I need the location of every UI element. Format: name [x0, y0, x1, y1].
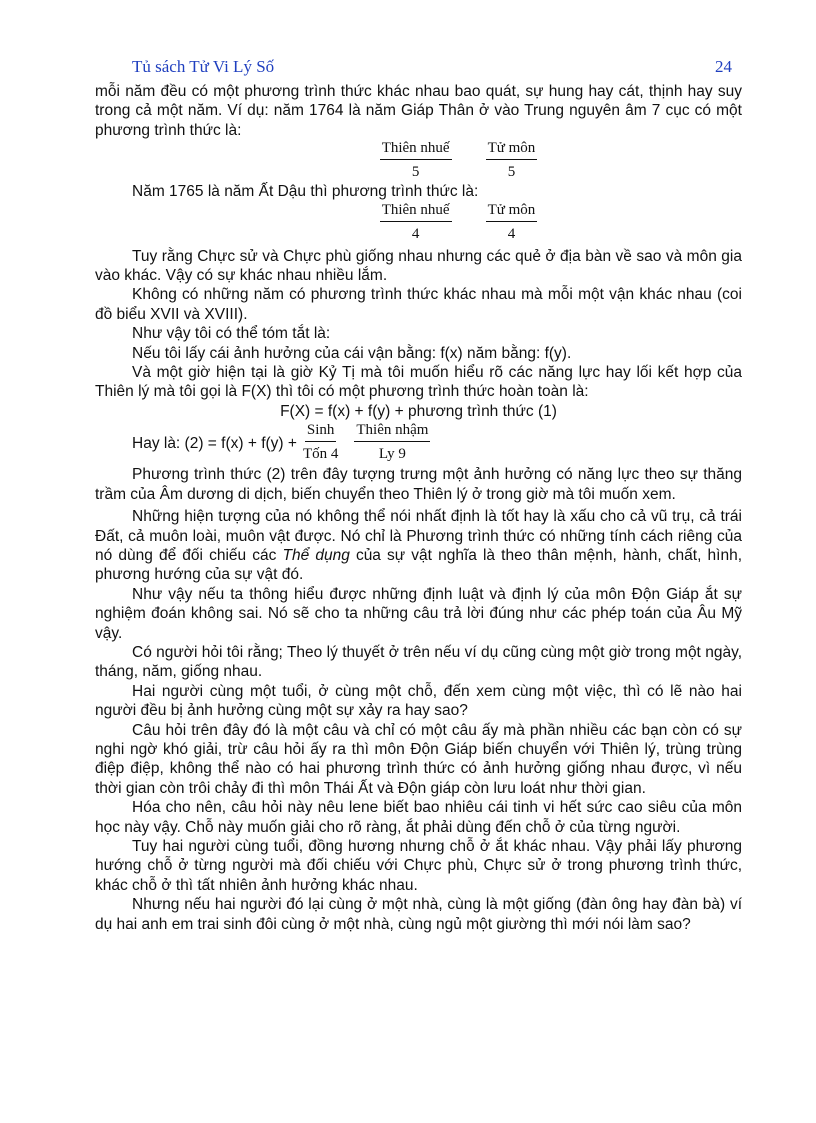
- fraction: [486, 202, 538, 244]
- fraction-denominator: 5: [507, 164, 516, 181]
- formula-2: [175, 202, 742, 244]
- paragraph: Câu hỏi trên đây đó là một câu và chỉ có một câu ấy mà phần nhiều các bạn còn có sự nghi ngờ khó giải, trừ câu hỏi ấy ra thì môn Độn Giáp biến chuyển với Thiên lý, trùng trùng điệp điệp, không thể nào có hai phương trình thức có ảnh hưởng giống nhau được, vì nếu thời gian còn trôi chảy đi thì môn Thái Ất và Độn giáp còn lưu loát như thời gian.: [95, 721, 742, 797]
- page-body: [95, 82, 742, 934]
- paragraph: Như vậy nếu ta thông hiểu được những định luật và định lý của môn Độn Giáp ắt sự nghiệm đoán không sai. Nó sẽ cho ta những câu trả lời đúng như các phép toán của Âu Mỹ vậy.: [95, 585, 742, 642]
- formula-1: [175, 140, 742, 182]
- paragraph-text: Những hiện tượng của nó không thể nói nhất định là tốt hay là xấu cho cả vũ trụ, cả trái Đất, cả muôn loài, muôn vật được. Nó chỉ là Phương trình thức có những tính cách riêng của nó dùng để đối chiếu các: [95, 508, 742, 564]
- page-number: 24: [715, 57, 732, 76]
- fraction: [380, 202, 452, 244]
- paragraph: Có người hỏi tôi rằng; Theo lý thuyết ở trên nếu ví dụ cũng cùng một giờ trong một ngày, tháng, năm, giống nhau.: [95, 643, 742, 681]
- fraction-denominator: 4: [507, 225, 516, 242]
- fraction: [380, 140, 452, 182]
- paragraph: mỗi năm đều có một phương trình thức khác nhau bao quát, sự hung hay cát, thịnh hay suy trong cả một năm. Ví dụ: năm 1764 là năm Giáp Thân ở vào Trung nguyên âm 7 cục có một phương trình thức là:: [95, 83, 742, 139]
- paragraph: [95, 507, 742, 585]
- fraction-denominator: 4: [411, 225, 420, 242]
- paragraph: Nhưng nếu hai người đó lại cùng ở một nhà, cùng là một giống (đàn ông hay đàn bà) ví dụ hai anh em trai sinh đôi cùng ở một nhà, cùng ngủ một giường thì mới nói làm sao?: [95, 896, 742, 933]
- paragraph: Hóa cho nên, câu hỏi này nêu lene biết bao nhiêu cái tinh vi hết sức cao siêu của môn học này vậy. Chỗ này muốn giải cho rõ ràng, ắt phải dùng đến chỗ ở của từng người.: [95, 799, 742, 836]
- equation-2: [132, 421, 742, 465]
- paragraph: Không có những năm có phương trình thức khác nhau mà mỗi một vận khác nhau (coi đồ biểu XVII và XVIII).: [95, 286, 742, 323]
- fraction-denominator: 5: [411, 164, 420, 181]
- fraction-numerator: Tử môn: [486, 140, 538, 160]
- paragraph: Và một giờ hiện tại là giờ Kỷ Tị mà tôi muốn hiểu rõ các năng lực hay lối kết hợp của Thiên lý mà tôi gọi là F(X) thì tôi có một phương trình thức hoàn toàn là:: [95, 364, 742, 401]
- paragraph: Phương trình thức (2) trên đây tượng trưng một ảnh hưởng có năng lực theo sự thăng trầm của Âm dương di dịch, biến chuyển theo Thiên lý ở trong giờ mà tôi muốn xem.: [95, 466, 742, 503]
- paragraph: Năm 1765 là năm Ất Dậu thì phương trình thức là:: [132, 183, 479, 201]
- fraction-numerator: Sinh: [305, 422, 337, 442]
- fraction-numerator: Thiên nhuế: [380, 202, 452, 222]
- paragraph: Nếu tôi lấy cái ảnh hưởng của cái vận bằng: f(x) năm bằng: f(y).: [132, 344, 572, 362]
- paragraph: Tuy rằng Chực sử và Chực phù giống nhau nhưng các quẻ ở địa bàn về sao và môn gia vào khác. Vậy có sự khác nhau nhiều lắm.: [95, 247, 742, 285]
- fraction: [486, 140, 538, 182]
- book-title: Tủ sách Tử Vi Lý Số: [132, 57, 275, 76]
- paragraph: Như vậy tôi có thể tóm tắt là:: [132, 325, 331, 343]
- paragraph: Hai người cùng một tuổi, ở cùng một chỗ, đến xem cùng một việc, thì có lẽ nào hai người đều bị ảnh hưởng cùng một sự xảy ra hay sao?: [95, 682, 742, 720]
- fraction-denominator: Tốn 4: [302, 446, 339, 463]
- emphasis-text: Thể dụng: [282, 546, 350, 564]
- fraction: [303, 422, 338, 464]
- fraction-numerator: Tử môn: [486, 202, 538, 222]
- paragraph-text: của sự vật nghĩa là theo thân mệnh, hành, chất, hình, phương hướng của sự vật đó.: [95, 546, 743, 584]
- fraction-denominator: Ly 9: [378, 446, 406, 463]
- equation-1: F(X) = f(x) + f(y) + phương trình thức (1): [280, 402, 557, 420]
- fraction-numerator: Thiên nhậm: [354, 422, 430, 442]
- equation-lead: Hay là: (2) = f(x) + f(y) +: [132, 434, 297, 452]
- page-header: [132, 57, 742, 81]
- fraction-numerator: Thiên nhuế: [380, 140, 452, 160]
- paragraph: Tuy hai người cùng tuổi, đồng hương nhưng chỗ ở ắt khác nhau. Vậy phải lấy phương hướng chỗ ở từng người mà đối chiếu với Chực phù, Chực sử ở trong phương trình thức, khác chỗ ở thì tất nhiên ảnh hưởng khác nhau.: [95, 838, 742, 894]
- fraction: [354, 422, 430, 464]
